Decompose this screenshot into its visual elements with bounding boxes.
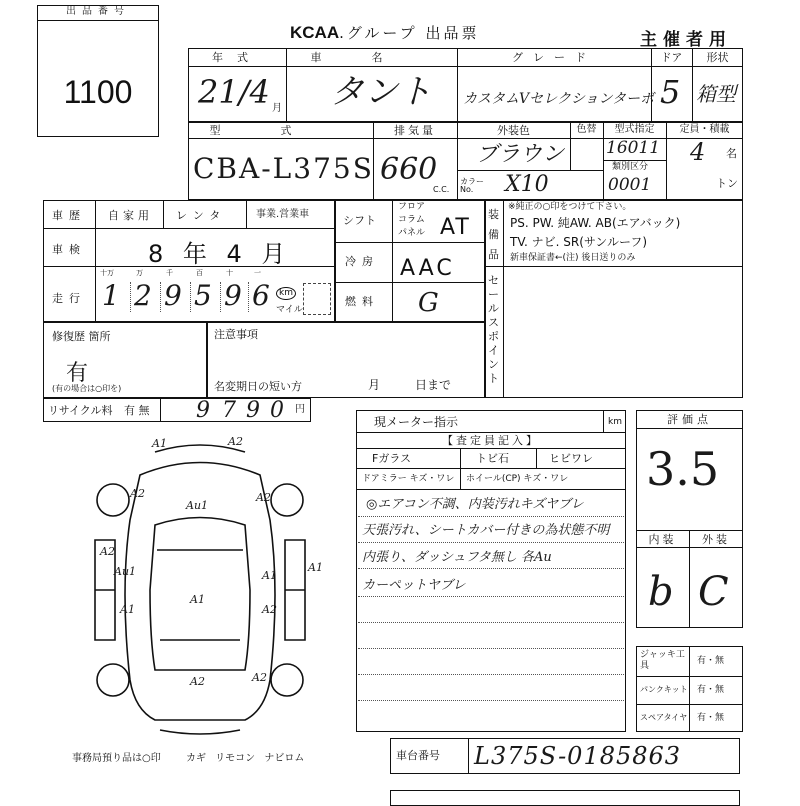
inspector-note: カーペットヤブレ xyxy=(362,578,466,593)
grade-value: カスタムVセレクションターボ xyxy=(463,91,654,107)
mirror-label: ドアミラー キズ・ワレ xyxy=(362,474,455,484)
capacity-unit: 名 xyxy=(726,147,737,160)
doors-value: 5 xyxy=(660,73,681,111)
shift-value: AT xyxy=(440,215,471,240)
damage-mark: A2 xyxy=(130,487,145,500)
chip-label: トビ石 xyxy=(476,452,509,465)
meter-unit: km xyxy=(608,417,622,427)
recycle-digit: 0 xyxy=(270,398,284,423)
interior-label: 内装 xyxy=(648,533,677,546)
month-mark: 月 xyxy=(272,103,282,114)
exterior-value: C xyxy=(698,569,729,615)
name-label: 車名 xyxy=(310,51,433,64)
short-name-label: 名変期日の短い方 xyxy=(214,380,302,393)
lot-number: 1100 xyxy=(63,74,133,110)
extra-value: 有・無 xyxy=(697,685,725,695)
brand-logo: KCAA xyxy=(290,23,340,42)
load-unit: トン xyxy=(716,177,738,190)
recycle-unit: 円 xyxy=(295,404,305,415)
caution-label: 注意事項 xyxy=(214,328,258,341)
color-no-label: カラーNo. xyxy=(460,177,484,194)
doors-label: ドア xyxy=(660,51,683,64)
damage-mark: A2 xyxy=(190,675,205,688)
score-value: 3.5 xyxy=(646,442,720,496)
car-diagram xyxy=(85,437,315,740)
items-list: カギ リモコン ナビロム xyxy=(186,753,305,764)
model-value: CBA-L375S xyxy=(193,152,374,185)
recycle-digit: 7 xyxy=(222,398,236,423)
interior-value: b xyxy=(648,569,674,615)
meter-label: 現メーター指示 xyxy=(374,415,459,429)
equipment-line3: 新車保証書←(注) 後日送りのみ xyxy=(510,253,636,263)
inspector-title: 【査定員記入】 xyxy=(442,434,540,447)
digit-label: 十 xyxy=(226,269,233,277)
fuel-value: G xyxy=(418,288,439,318)
items-label: 事務局預り品は○印 xyxy=(72,753,161,764)
organizer-label: 主催者用 xyxy=(640,30,732,50)
sales-point-label: セールスポイント xyxy=(488,274,499,385)
mileage-digit: 9 xyxy=(224,279,242,312)
repair-note: (有の場合は○印を) xyxy=(52,384,122,393)
history-option-rental: レンタ xyxy=(176,209,227,222)
damage-mark: Au1 xyxy=(114,565,137,578)
extra-label: パンクキット xyxy=(640,685,688,694)
damage-mark: A1 xyxy=(262,569,277,582)
damage-mark: A1 xyxy=(190,593,205,606)
form-title xyxy=(290,22,479,43)
title-text: .グループ 出品票 xyxy=(339,24,480,42)
damage-mark: A2 xyxy=(252,671,267,684)
damage-mark: A2 xyxy=(228,435,243,448)
bottom-block xyxy=(390,790,740,806)
damage-mark: A2 xyxy=(100,545,115,558)
name-value: タント xyxy=(330,72,432,112)
mileage-digit: 5 xyxy=(194,279,212,312)
wheel-label: ホイール(CP) キズ・ワレ xyxy=(466,474,569,484)
history-option-business: 事業.営業車 xyxy=(256,209,310,220)
class-value: 0001 xyxy=(608,175,652,195)
glass-label: Fガラス xyxy=(372,452,411,465)
lot-number-label: 出品番号 xyxy=(66,6,130,17)
color-no-value: X10 xyxy=(505,172,549,197)
shift-option-floor: フロア xyxy=(398,202,426,212)
mile-label: マイル xyxy=(276,305,303,315)
shape-label: 形状 xyxy=(706,51,729,64)
chassis-label: 車台番号 xyxy=(396,749,440,762)
type-spec-value: 16011 xyxy=(606,138,661,158)
repair-value: 有 xyxy=(66,361,89,386)
capacity-label: 定員・積載 xyxy=(679,124,730,135)
equipment-side-label: 装備品 xyxy=(488,208,499,261)
recycle-digit: 9 xyxy=(196,398,210,423)
model-label: 型式 xyxy=(209,124,352,137)
shift-label: シフト xyxy=(343,214,376,227)
color-label: 外装色 xyxy=(497,124,530,137)
chassis-value: L375S-0185863 xyxy=(474,742,682,770)
class-label: 類別区分 xyxy=(612,162,649,172)
displacement-value: 660 xyxy=(380,152,438,187)
grade-label: グレード xyxy=(512,51,596,64)
type-spec-label: 型式指定 xyxy=(614,124,655,135)
history-option-private: 自家用 xyxy=(108,209,153,222)
recycle-label: リサイクル料 xyxy=(48,404,113,417)
ac-value: AAC xyxy=(400,256,455,281)
inspection-label: 車検 xyxy=(52,243,86,256)
km-label: km xyxy=(276,287,296,300)
damage-mark: A2 xyxy=(262,603,277,616)
extra-label: ジャッキ工具 xyxy=(640,650,685,671)
color-value: ブラウン xyxy=(476,142,565,167)
digit-label: 百 xyxy=(196,269,203,277)
history-label: 車歴 xyxy=(52,209,86,222)
damage-mark: A1 xyxy=(308,561,323,574)
shape-value: 箱型 xyxy=(696,82,736,106)
repair-label: 修復歴 箇所 xyxy=(52,330,111,343)
crack-label: ヒビワレ xyxy=(549,452,593,465)
repaint-label: 色替 xyxy=(576,124,597,135)
inspector-note: ◎エアコン不調、内装汚れキズヤブレ xyxy=(366,497,584,512)
exterior-label: 外装 xyxy=(702,533,730,546)
damage-mark: Au1 xyxy=(186,499,209,512)
equipment-line1: PS. PW. 純AW. AB(エアバック) xyxy=(510,216,681,230)
mileage-digit: 1 xyxy=(102,279,120,312)
equipment-line2: TV. ナビ. SR(サンルーフ) xyxy=(510,235,648,249)
lot-number-box xyxy=(37,5,159,137)
extra-value: 有・無 xyxy=(697,656,725,666)
capacity-value: 4 xyxy=(690,138,706,166)
mileage-digit: 2 xyxy=(134,279,152,312)
mileage-label: 走行 xyxy=(52,292,86,305)
digit-label: 万 xyxy=(136,269,143,277)
month-label: 月 xyxy=(368,378,381,392)
damage-mark: A1 xyxy=(120,603,135,616)
ac-label: 冷房 xyxy=(345,255,379,268)
recycle-digit: 9 xyxy=(246,398,260,423)
inspector-note: 内張り、ダッシュフタ無し 各Au xyxy=(362,550,552,565)
day-label: 日まで xyxy=(415,378,452,392)
year-value: 21/4 xyxy=(198,73,270,111)
cc-unit: C.C. xyxy=(433,185,450,194)
digit-label: 一 xyxy=(254,269,261,277)
shift-option-panel: パネル xyxy=(398,228,426,238)
score-label: 評価点 xyxy=(667,413,712,426)
damage-mark: A1 xyxy=(152,437,167,450)
mileage-digit: 6 xyxy=(252,279,270,312)
mileage-digit: 9 xyxy=(164,279,182,312)
year-label: 年式 xyxy=(212,51,262,64)
equipment-note: ※純正の○印をつけて下さい。 xyxy=(508,202,632,212)
digit-label: 千 xyxy=(166,269,173,277)
mileage-extra-box xyxy=(303,283,331,315)
extra-label: スペアタイヤ xyxy=(640,713,688,722)
recycle-options: 有 無 xyxy=(124,404,150,417)
damage-mark: A2 xyxy=(256,491,271,504)
inspection-value: 8 年 4 月 xyxy=(148,240,292,268)
digit-label: 十万 xyxy=(100,269,114,277)
inspector-note: 天張汚れ、シートカバー付きの為状態不明 xyxy=(362,523,610,538)
displacement-label: 排気量 xyxy=(394,124,436,137)
fuel-label: 燃料 xyxy=(345,295,379,308)
extra-value: 有・無 xyxy=(697,713,725,723)
shift-option-column: コラム xyxy=(398,215,425,225)
